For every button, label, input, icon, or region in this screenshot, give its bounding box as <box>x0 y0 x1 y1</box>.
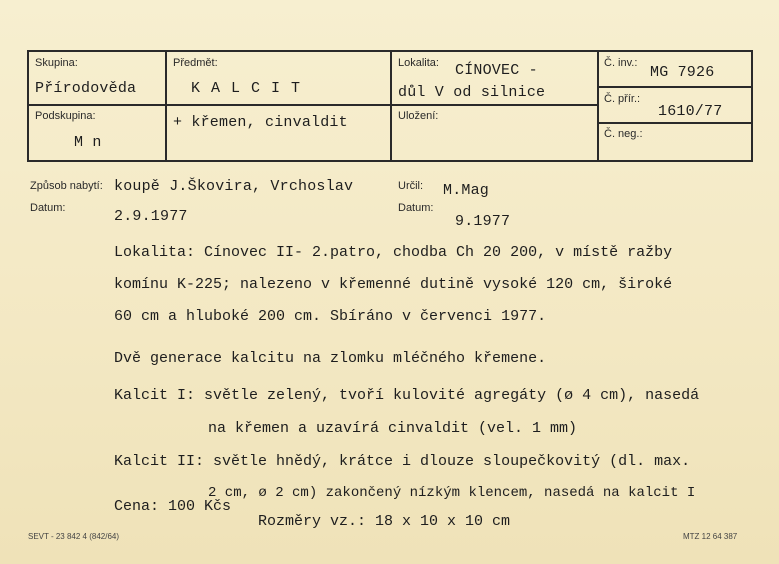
footer-stock-code: MTZ 12 64 387 <box>683 532 738 541</box>
predmet-value-2: + křemen, cinvaldit <box>173 114 348 131</box>
grid-divider <box>27 104 398 106</box>
lokalita-label: Lokalita: <box>398 57 439 69</box>
lokalita-value-2: důl V od silnice <box>398 84 546 101</box>
datum2-label: Datum: <box>398 202 434 214</box>
price-line: Cena: 100 Kčs <box>114 498 232 515</box>
body-line: Dvě generace kalcitu na zlomku mléčného křemene. <box>114 350 547 367</box>
predmet-value: K A L C I T <box>191 80 302 97</box>
zpusob-value: koupě J.Škovira, Vrchoslav <box>114 178 354 195</box>
lokalita-value-1: CÍNOVEC - <box>455 62 538 79</box>
zpusob-label: Způsob nabytí: <box>30 180 103 192</box>
body-line: 2 cm, ø 2 cm) zakončený nízkým klencem, nasedá na kalcit I <box>208 485 696 501</box>
podskupina-value: M n <box>74 134 102 151</box>
grid-divider <box>597 50 599 160</box>
skupina-value: Přírodověda <box>35 80 137 97</box>
grid-divider <box>597 122 751 124</box>
urcil-label: Určil: <box>398 180 424 192</box>
body-line: Lokalita: Cínovec II- 2.patro, chodba Ch 20 200, v místě ražby <box>114 244 673 261</box>
body-line: Kalcit I: světle zelený, tvoří kulovité agregáty (ø 4 cm), nasedá <box>114 387 700 404</box>
body-line: Kalcit II: světle hnědý, krátce i dlouze sloupečkovitý (dl. max. <box>114 453 691 470</box>
datum2-value: 9.1977 <box>455 213 511 230</box>
prir-label: Č. přír.: <box>604 93 641 105</box>
body-line: 60 cm a hluboké 200 cm. Sbíráno v červenci 1977. <box>114 308 547 325</box>
grid-divider <box>390 104 597 106</box>
neg-label: Č. neg.: <box>604 128 643 140</box>
urcil-value: M.Mag <box>443 182 490 199</box>
podskupina-label: Podskupina: <box>35 110 96 122</box>
datum-label: Datum: <box>30 202 66 214</box>
datum-value: 2.9.1977 <box>114 208 188 225</box>
body-line: na křemen a uzavírá cinvaldit (vel. 1 mm) <box>208 420 578 437</box>
skupina-label: Skupina: <box>35 57 78 69</box>
predmet-label: Předmět: <box>173 57 218 69</box>
dimensions-line: Rozměry vz.: 18 x 10 x 10 cm <box>258 513 511 530</box>
prir-value: 1610/77 <box>658 103 723 120</box>
body-line: komínu K-225; nalezeno v křemenné dutině vysoké 120 cm, široké <box>114 276 673 293</box>
inv-value: MG 7926 <box>650 64 715 81</box>
grid-divider <box>597 86 751 88</box>
footer-print-code: SEVT - 23 842 4 (842/64) <box>28 532 120 541</box>
ulozeni-label: Uložení: <box>398 110 439 122</box>
inv-label: Č. inv.: <box>604 57 638 69</box>
